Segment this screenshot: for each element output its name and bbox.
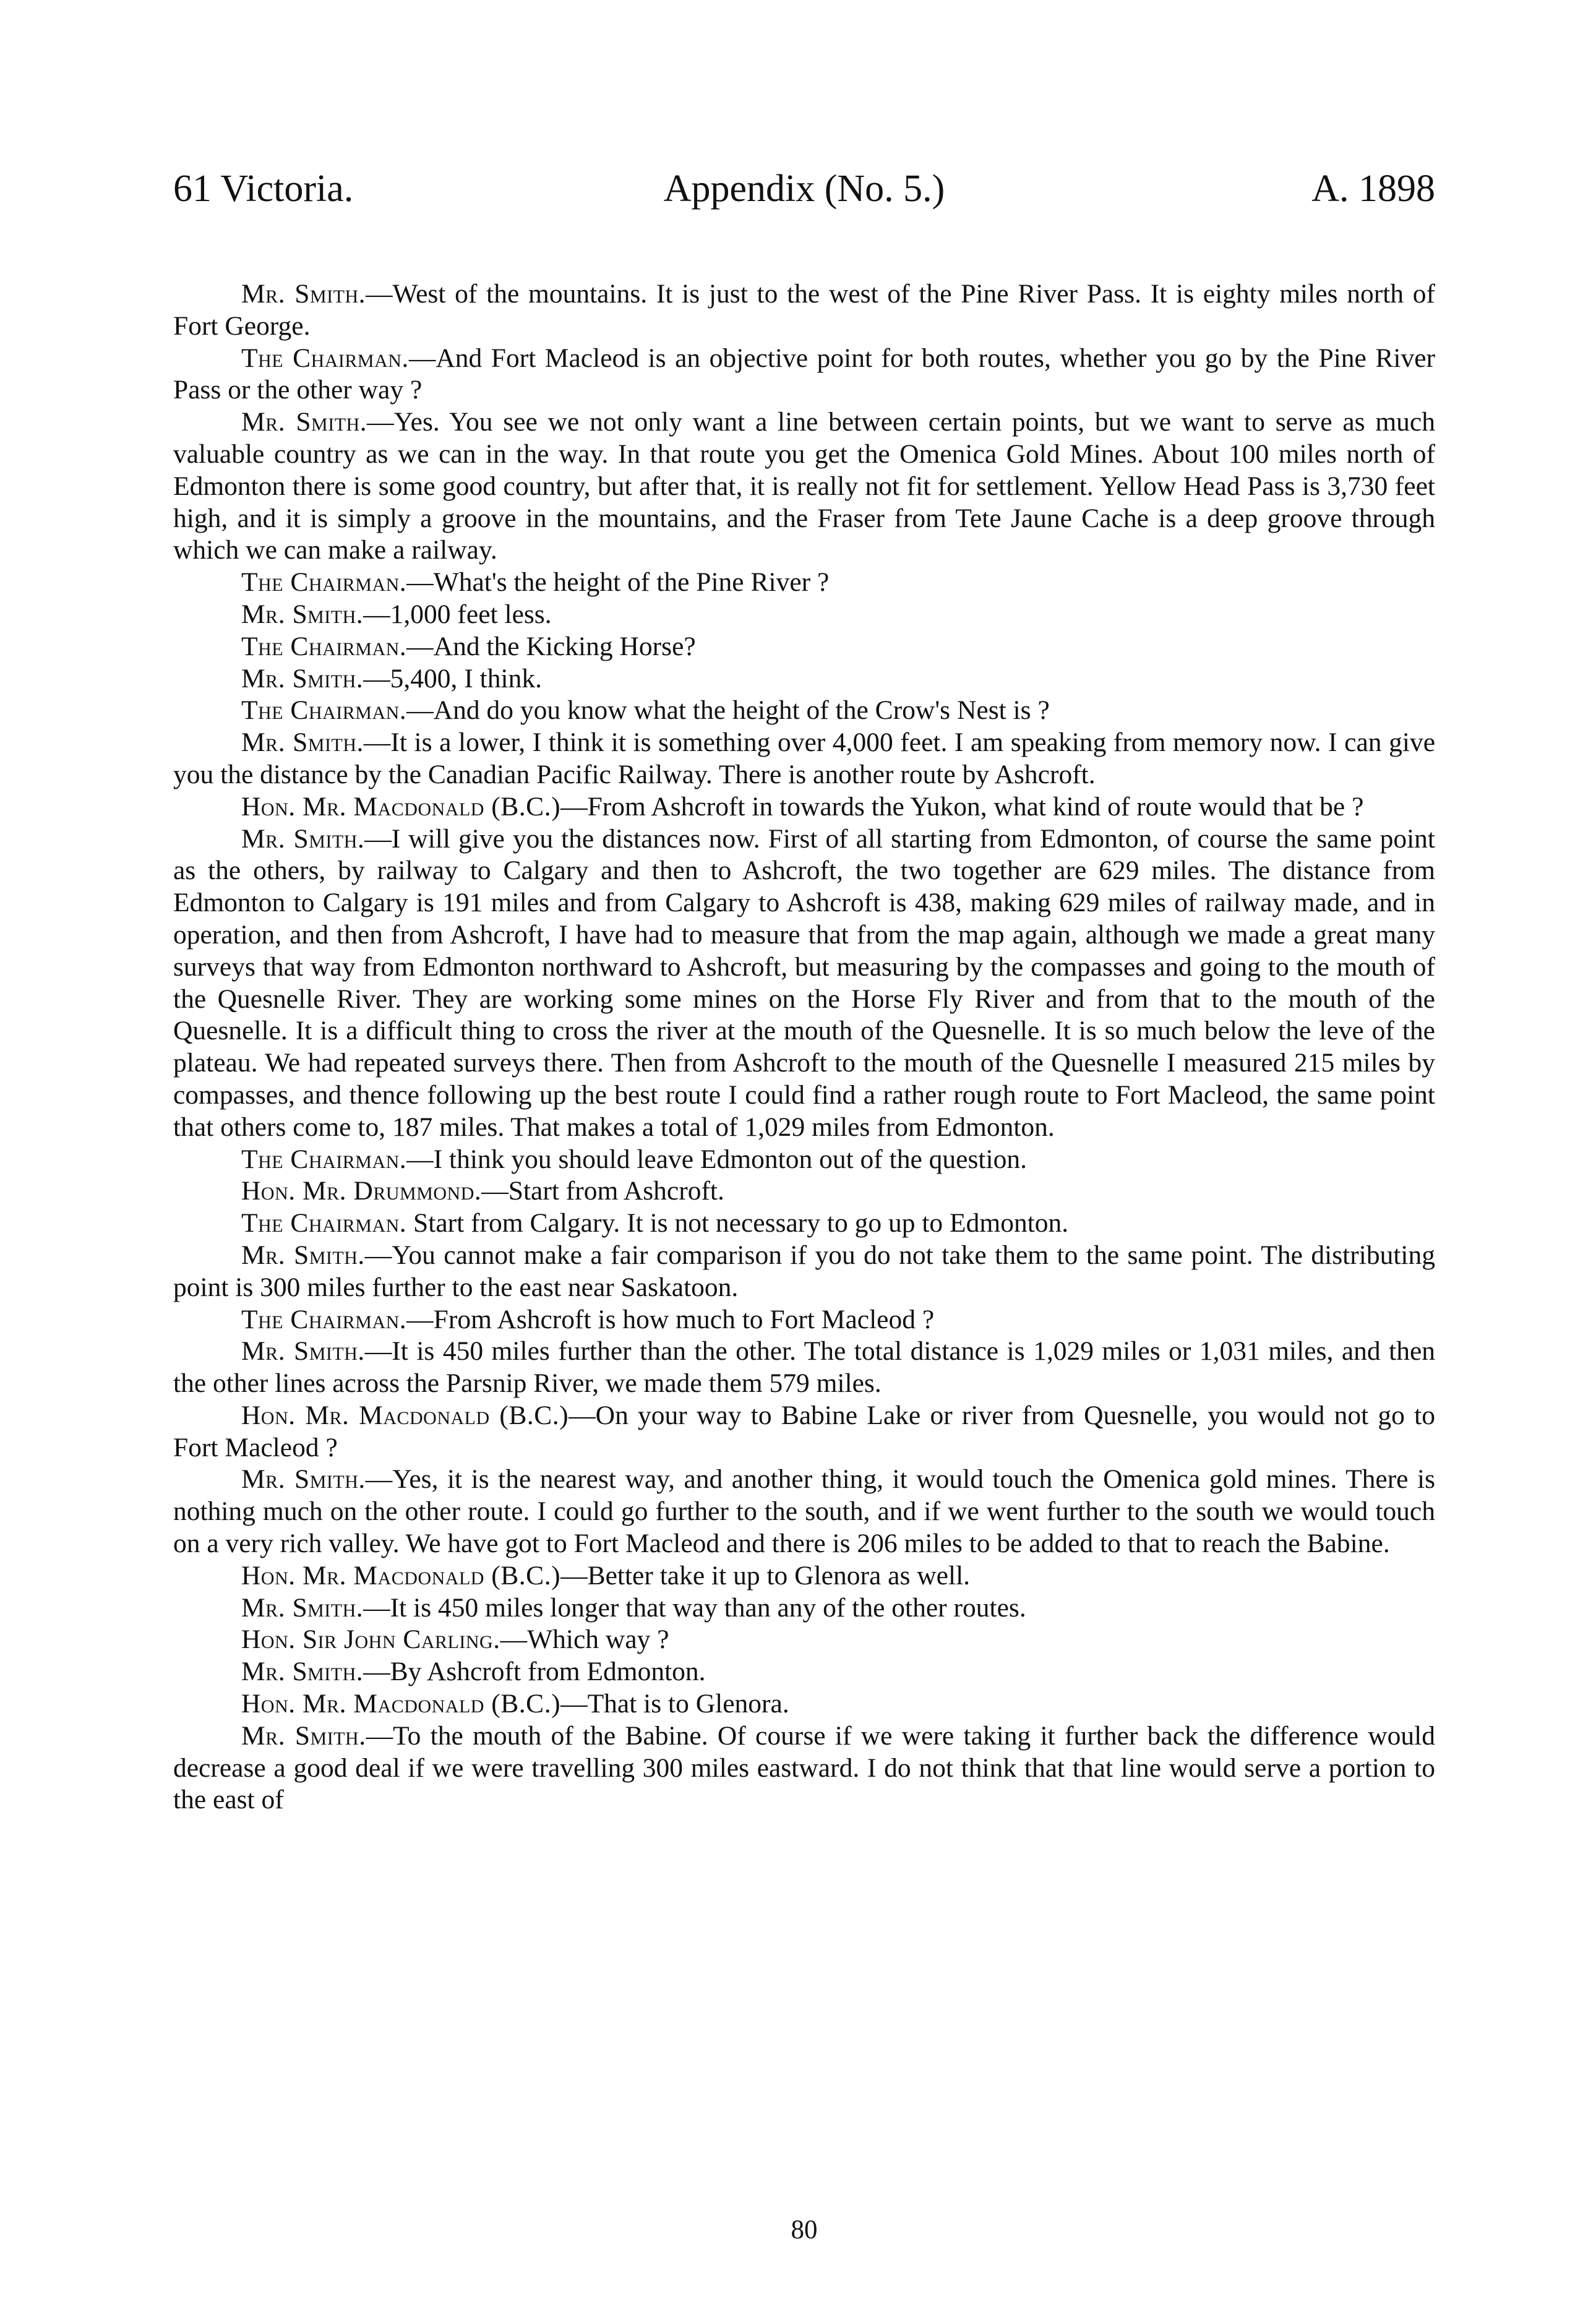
paragraph xyxy=(173,1592,1435,1625)
speaker: Hon. Mr. Macdonald (B.C.) xyxy=(241,1560,561,1590)
speech: —And the Kicking Horse? xyxy=(406,631,696,661)
speech: —Yes. You see we not only want a line between certain points, but we want to serve as much valuable country as we can in the way. In that route you get the Omenica Gold Mines. About 100 miles north of Edmonton there is some good country, but after that, it is really not fit for settlement. Yellow Head Pass is 3,730 feet high, and it is simply a groove in the mountains, and the Fraser from Tete Jaune Cache is a deep groove through which we can make a railway. xyxy=(173,407,1435,565)
speaker: Mr. Smith. xyxy=(241,663,364,693)
speech: —That is to Glenora. xyxy=(560,1689,789,1719)
speech: —5,400, I think. xyxy=(363,663,542,693)
paragraph xyxy=(173,1560,1435,1592)
speech: Start from Calgary. It is not necessary to go up to Edmonton. xyxy=(406,1208,1069,1238)
speaker: Mr. Smith. xyxy=(241,823,365,854)
speaker: Hon. Mr. Macdonald (B.C.) xyxy=(241,1400,569,1430)
speech: —I will give you the distances now. First of all starting from Edmonton, of course the same point as the others, by railway to Calgary and then to Ashcroft, the two together are 629 miles. The distance from Edmonton to Calgary is 191 miles and from Calgary to Ashcroft is 438, making 629 miles of railway made, and in operation, and then from Ashcroft, I have had to measure that from the map again, although we made a great many surveys that way from Edmonton northward to Ashcroft, but measuring by the compasses and going to the mouth of the Quesnelle River. They are working some mines on the Horse Fly River and from that to the mouth of the Quesnelle. It is a difficult thing to cross the river at the mouth of the Quesnelle. It is so much below the leve of the plateau. We had repeated surveys there. Then from Ashcroft to the mouth of the Quesnelle I measured 215 miles by compasses, and thence following up the best route I could find a rather rough route to Fort Macleod, the same point that others come to, 187 miles. That makes a total of 1,029 miles from Edmonton. xyxy=(173,823,1435,1142)
paragraph xyxy=(173,567,1435,599)
speech: —I think you should leave Edmonton out of the question. xyxy=(406,1144,1027,1174)
speech: —Yes, it is the nearest way, and another thing, it would touch the Omenica gold mines. There is nothing much on the other route. I could go further to the south, and if we went further to the south we would touch on a very rich valley. We have got to Fort Macleod and there is 206 miles to be added to that to reach the Babine. xyxy=(173,1464,1435,1559)
header-session: 61 Victoria. xyxy=(173,168,354,210)
speech: —1,000 feet less. xyxy=(363,599,552,629)
speech: —You cannot make a fair comparison if you do not take them to the same point. The distributing point is 300 miles further to the east near Saskatoon. xyxy=(173,1240,1435,1302)
speaker: Mr. Smith. xyxy=(241,407,367,437)
paragraph xyxy=(173,1304,1435,1336)
paragraph xyxy=(173,663,1435,695)
paragraph xyxy=(173,727,1435,791)
speaker: Mr. Smith. xyxy=(241,728,364,758)
paragraph xyxy=(173,599,1435,631)
speaker: The Chairman. xyxy=(241,567,407,598)
paragraph xyxy=(173,343,1435,407)
speech: —By Ashcroft from Edmonton. xyxy=(363,1657,706,1687)
paragraph xyxy=(173,1144,1435,1176)
document-page xyxy=(173,161,1435,2252)
speech: —Start from Ashcroft. xyxy=(481,1176,724,1206)
speech: —To the mouth of the Babine. Of course if we were taking it further back the difference would decrease a good deal if we were travelling 300 miles eastward. I do not think that that line would serve a portion to the east of xyxy=(173,1720,1435,1815)
running-header xyxy=(173,161,1435,223)
speaker: Mr. Smith. xyxy=(241,1240,365,1270)
speaker: The Chairman. xyxy=(241,343,409,373)
speech: —Which way ? xyxy=(500,1625,669,1655)
header-appendix: Appendix (No. 5.) xyxy=(663,168,945,210)
speech: —It is 450 miles further than the other. The total distance is 1,029 miles or 1,031 miles, and then the other lines across the Parsnip River, we made them 579 miles. xyxy=(173,1336,1436,1399)
speaker: Mr. Smith. xyxy=(241,599,364,629)
speech: —From Ashcroft is how much to Fort Macleod ? xyxy=(406,1304,935,1334)
speaker: The Chairman. xyxy=(241,1208,407,1238)
speech: —And do you know what the height of the Crow's Nest is ? xyxy=(406,695,1050,726)
paragraph xyxy=(173,1175,1435,1208)
speaker: Mr. Smith. xyxy=(241,1657,364,1687)
speech: —It is a lower, I think it is something over 4,000 feet. I am speaking from memory now. I can give you the distance by the Canadian Pacific Railway. There is another route by Ashcroft. xyxy=(173,728,1436,789)
paragraph xyxy=(173,1208,1435,1240)
speech: —From Ashcroft in towards the Yukon, what kind of route would that be ? xyxy=(560,791,1364,822)
speaker: Hon. Mr. Drummond. xyxy=(241,1176,482,1206)
speech: —And Fort Macleod is an objective point for both routes, whether you go by the Pine River Pass or the other way ? xyxy=(173,343,1436,405)
transcript-body xyxy=(173,278,1435,1816)
paragraph xyxy=(173,1720,1435,1816)
paragraph xyxy=(173,1240,1435,1304)
page-number: 80 xyxy=(791,2215,818,2244)
header-year: A. 1898 xyxy=(1311,168,1435,210)
paragraph xyxy=(173,1400,1435,1464)
paragraph xyxy=(173,695,1435,727)
speaker: The Chairman. xyxy=(241,695,407,726)
speech: —What's the height of the Pine River ? xyxy=(406,567,830,598)
speaker: The Chairman. xyxy=(241,1304,407,1334)
speaker: Mr. Smith. xyxy=(241,1464,366,1495)
paragraph xyxy=(173,791,1435,823)
speaker: Mr. Smith. xyxy=(241,1592,364,1623)
paragraph xyxy=(173,823,1435,1144)
speech: —On your way to Babine Lake or river from Quesnelle, you would not go to Fort Macleod ? xyxy=(173,1400,1436,1462)
speaker: Hon. Mr. Macdonald (B.C.) xyxy=(241,1689,561,1719)
speech: —West of the mountains. It is just to the west of the Pine River Pass. It is eighty miles north of Fort George. xyxy=(173,279,1435,341)
speech: —Better take it up to Glenora as well. xyxy=(560,1560,971,1590)
paragraph xyxy=(173,1688,1435,1720)
speaker: Hon. Mr. Macdonald (B.C.) xyxy=(241,791,561,822)
paragraph xyxy=(173,406,1435,567)
paragraph xyxy=(173,631,1435,663)
paragraph xyxy=(173,1624,1435,1656)
speaker: Mr. Smith. xyxy=(241,1720,366,1751)
speaker: Mr. Smith. xyxy=(241,1336,365,1367)
speaker: The Chairman. xyxy=(241,1144,407,1174)
paragraph xyxy=(173,1656,1435,1688)
speaker: Mr. Smith. xyxy=(241,279,366,309)
paragraph xyxy=(173,278,1435,343)
speaker: Hon. Sir John Carling. xyxy=(241,1625,500,1655)
paragraph xyxy=(173,1336,1435,1400)
speech: —It is 450 miles longer that way than any of the other routes. xyxy=(363,1592,1026,1623)
speaker: The Chairman. xyxy=(241,631,407,661)
paragraph xyxy=(173,1464,1435,1560)
